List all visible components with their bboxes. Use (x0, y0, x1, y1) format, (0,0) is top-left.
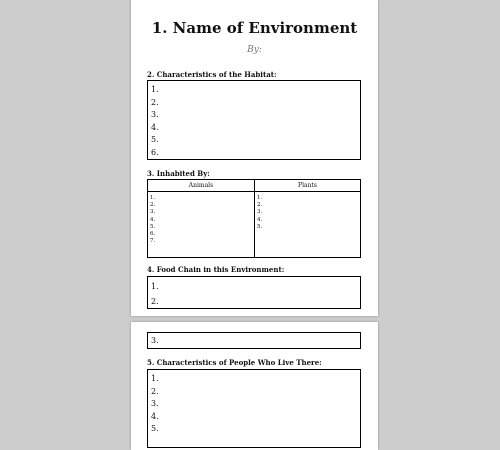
habitat-list (148, 81, 360, 159)
document-title: 1. Name of Environment (151, 19, 358, 37)
document-page-2 (131, 322, 378, 450)
list-item: 4. (257, 216, 263, 223)
food-chain-list (148, 277, 360, 309)
people-box (147, 369, 361, 448)
list-item: 6. (151, 147, 159, 157)
list-item: 2. (151, 97, 159, 107)
list-item: 2. (257, 202, 263, 209)
food-chain-box (147, 276, 361, 309)
food-chain-continued-list (148, 333, 360, 347)
animals-column (148, 192, 255, 257)
plants-column-header: Plants (298, 182, 317, 189)
list-item: 1. (150, 195, 156, 201)
habitat-heading: 2. Characteristics of the Habitat: (147, 70, 277, 79)
list-item: 4. (151, 411, 159, 421)
list-item: 2. (151, 297, 159, 306)
list-item: 7. (150, 238, 156, 245)
document-page-1 (131, 0, 378, 316)
list-item: 6. (150, 230, 156, 237)
list-item: 1. (151, 85, 159, 94)
food-chain-heading: 4. Food Chain in this Environment: (147, 265, 285, 274)
people-heading: 5. Characteristics of People Who Live There: (147, 358, 322, 367)
list-item: 1. (151, 282, 159, 291)
list-item: 5. (151, 424, 159, 433)
list-item: 5. (151, 135, 159, 144)
list-item: 2. (150, 202, 156, 209)
people-list (148, 370, 360, 436)
animals-column-header: Animals (148, 180, 255, 191)
list-item: 5. (150, 223, 156, 230)
list-item: 2. (151, 386, 159, 396)
list-item: 1. (257, 195, 263, 201)
list-item: 3. (151, 399, 159, 408)
author-byline: By: (247, 45, 262, 55)
list-item: 1. (151, 374, 159, 383)
list-item: 3. (151, 336, 159, 345)
food-chain-continued-box (147, 332, 361, 349)
table-header (148, 180, 360, 192)
inhabited-heading: 3. Inhabited By: (147, 169, 210, 178)
list-item: 3. (257, 209, 263, 216)
list-item: 4. (150, 216, 156, 223)
plants-column (255, 192, 360, 257)
list-item: 5. (257, 223, 263, 230)
habitat-box (147, 80, 361, 160)
list-item: 3. (151, 110, 159, 119)
inhabited-table (147, 179, 361, 258)
list-item: 3. (150, 209, 156, 216)
list-item: 4. (151, 122, 159, 132)
table-body (148, 192, 360, 257)
